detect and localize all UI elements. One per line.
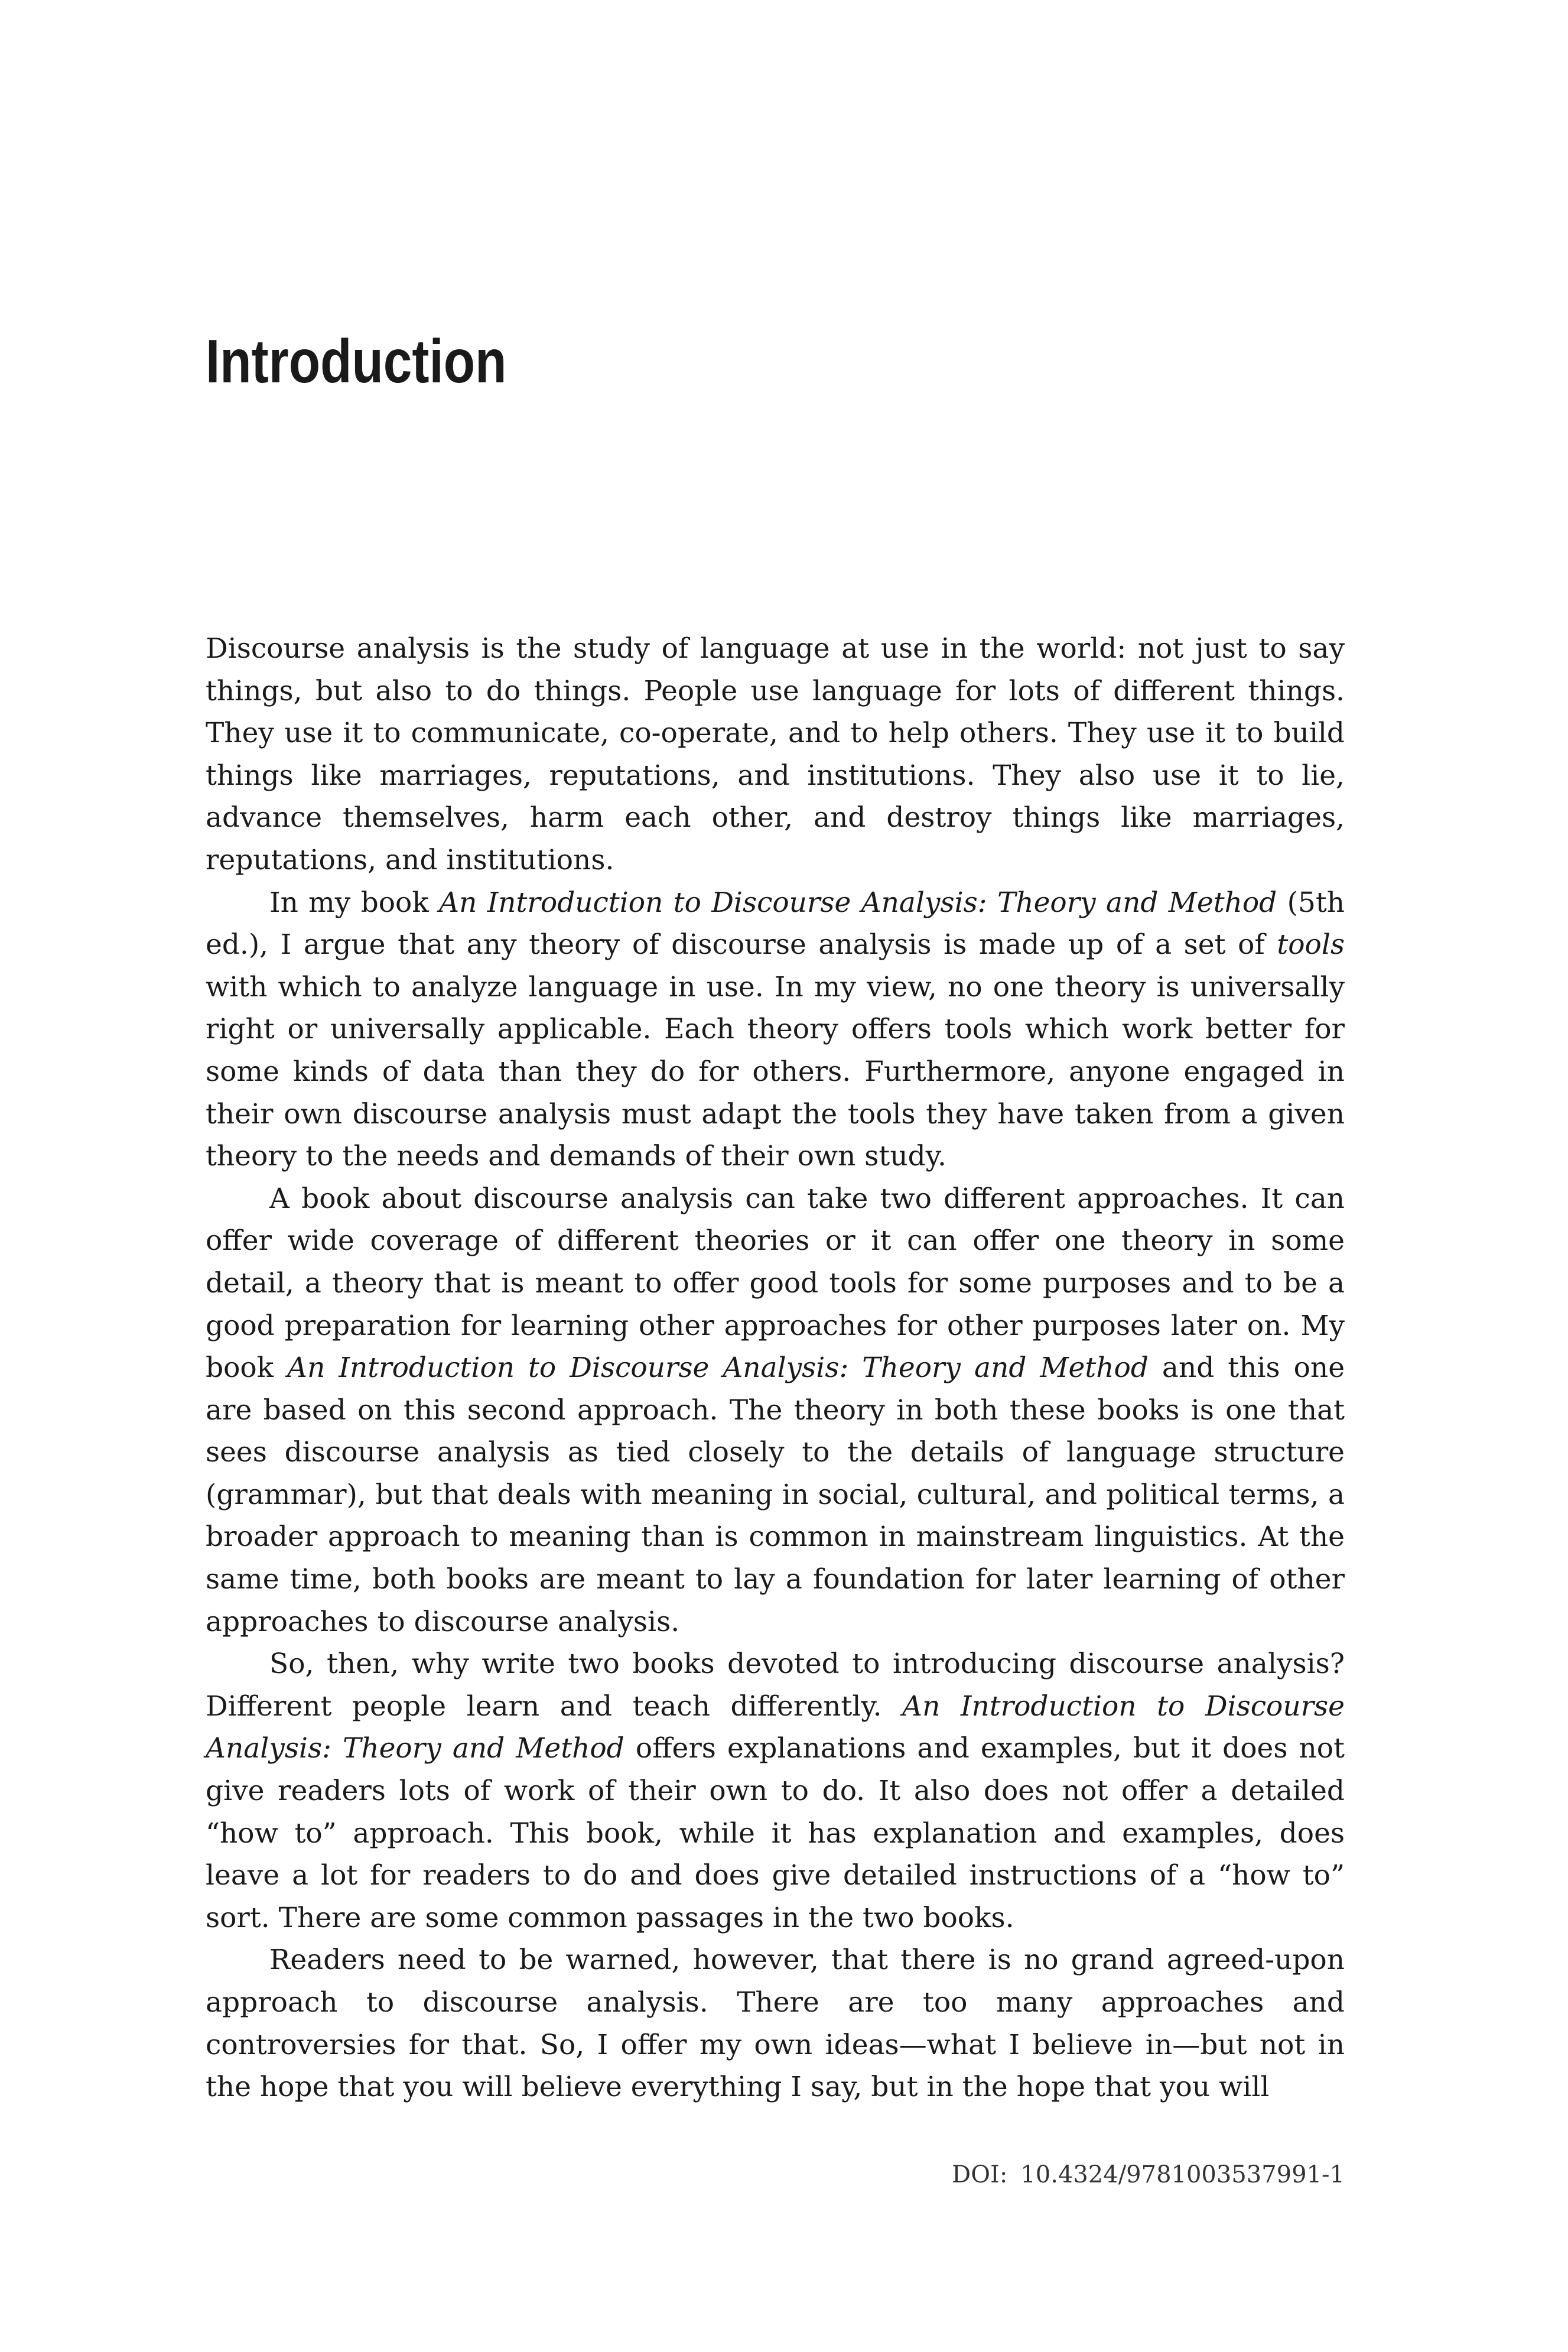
paragraph xyxy=(206,1939,1345,2108)
doi-label: DOI: xyxy=(952,2161,1008,2188)
paragraph-text: A book about discourse analysis can take two different approaches. It can offer wide coverage of different theories or it can offer one theory in some detail, a theory that is meant to offer good tools for some purposes and to be a good preparation for learning other approaches for other purposes later on. My book xyxy=(206,1182,1345,1385)
doi-value: 10.4324/9781003537991-1 xyxy=(1020,2161,1345,2188)
paragraph xyxy=(206,1178,1345,1643)
italic-text: An Introduction to Discourse Analysis: Theory and Method xyxy=(287,1352,1149,1385)
italic-text: An Introduction to Discourse Analysis: Theory and Method xyxy=(206,1690,1345,1765)
paragraph-text: and this one are based on this second approach. The theory in both these books is one that sees discourse analysis as tied closely to the details of language structure (grammar), but that deals with meaning in social, cultural, and political terms, a broader approach to meaning than is common in mainstream linguistics. At the same time, both books are meant to lay a foundation for later learning of other approaches to discourse analysis. xyxy=(206,1352,1345,1638)
paragraph-text: So, then, why write two books devoted to introducing discourse analysis? Different people learn and teach differently. xyxy=(206,1648,1345,1723)
doi-footer xyxy=(952,2163,1345,2187)
paragraph-text: Readers need to be warned, however, that there is no grand agreed-upon approach to discourse analysis. There are too many approaches and controversies for that. So, I offer my own ideas—what I believe in—but not in the hope that you will believe everything I say, but in the hope that you will xyxy=(206,1944,1345,2104)
paragraph-text: Discourse analysis is the study of language at use in the world: not just to say things, but also to do things. People use language for lots of different things. They use it to communicate, co-operate, and to help others. They use it to build things like marriages, reputations, and institutions. They also use it to lie, advance themselves, harm each other, and destroy things like marriages, reputations, and institutions. xyxy=(206,632,1345,876)
paragraph-text: with which to analyze language in use. In my view, no one theory is universally right or universally applicable. Each theory offers tools which work better for some kinds of data than they do for others. Furthermore, anyone engaged in their own discourse analysis must adapt the tools they have taken from a given theory to the needs and demands of their own study. xyxy=(206,970,1345,1173)
paragraph xyxy=(206,628,1345,882)
paragraph xyxy=(206,882,1345,1178)
paragraph-text: In my book xyxy=(269,886,440,919)
body-text xyxy=(206,628,1345,2109)
italic-text: An Introduction to Discourse Analysis: Theory and Method xyxy=(439,886,1277,919)
chapter-title: Introduction xyxy=(206,327,507,396)
paragraph xyxy=(206,1643,1345,1939)
paragraph-text: (5th ed.), I argue that any theory of discourse analysis is made up of a set of xyxy=(206,886,1345,961)
paragraph-text: offers explanations and examples, but it does not give readers lots of work of their own to do. It also does not offer a detailed “how to” approach. This book, while it has explanation and examples, does leave a lot for readers to do and does give detailed instructions of a “how to” sort. There are some common passages in the two books. xyxy=(206,1732,1345,1934)
italic-text: tools xyxy=(1277,928,1345,961)
